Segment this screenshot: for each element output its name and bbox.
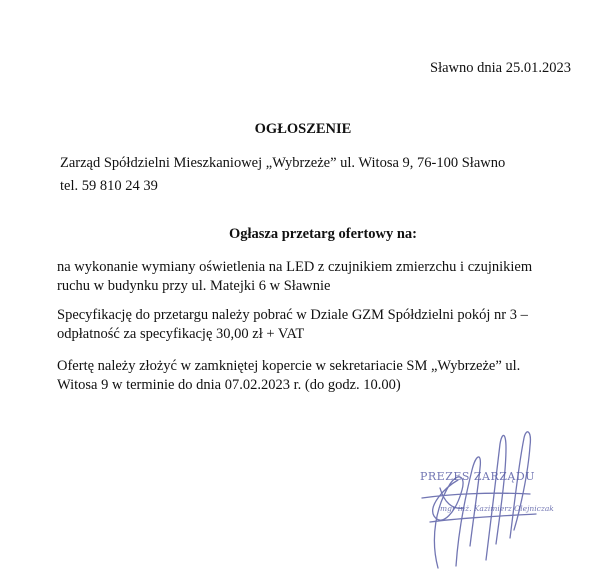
- stamp-title: PREZES ZARZĄDU: [420, 470, 535, 483]
- paragraph-specification: [57, 306, 528, 344]
- paragraph-line: odpłatność za specyfikację 30,00 zł + VAT: [57, 326, 305, 342]
- stamp-name: mgr inż. Kazimierz Olejniczak: [440, 504, 554, 513]
- notice-title: OGŁOSZENIE: [254, 121, 352, 137]
- signature-stamp-graphic: [400, 418, 600, 574]
- paragraph-line: Witosa 9 w terminie do dnia 07.02.2023 r. (do godz. 10.00): [57, 377, 401, 393]
- paragraph-line: ruchu w budynku przy ul. Matejki 6 w Sławnie: [57, 278, 331, 294]
- handwritten-signature: [422, 432, 536, 568]
- paragraph-submission: [57, 357, 520, 395]
- notice-subtitle: Ogłasza przetarg ofertowy na:: [228, 226, 418, 242]
- place-date: Sławno dnia 25.01.2023: [430, 60, 571, 76]
- paragraph-line: Ofertę należy złożyć w zamkniętej kopercie w sekretariacie SM „Wybrzeże” ul.: [57, 358, 521, 374]
- paragraph-scope: [57, 258, 532, 296]
- signature-stamp: [400, 418, 600, 574]
- paragraph-line: na wykonanie wymiany oświetlenia na LED z czujnikiem zmierzchu i czujnikiem: [57, 259, 533, 275]
- organization-phone: tel. 59 810 24 39: [60, 178, 158, 194]
- organization-block: [60, 152, 505, 198]
- paragraph-line: Specyfikację do przetargu należy pobrać w Dziale GZM Spółdzielni pokój nr 3 –: [57, 307, 528, 323]
- organization-address: Zarząd Spółdzielni Mieszkaniowej „Wybrzeże” ul. Witosa 9, 76-100 Sławno: [60, 155, 506, 171]
